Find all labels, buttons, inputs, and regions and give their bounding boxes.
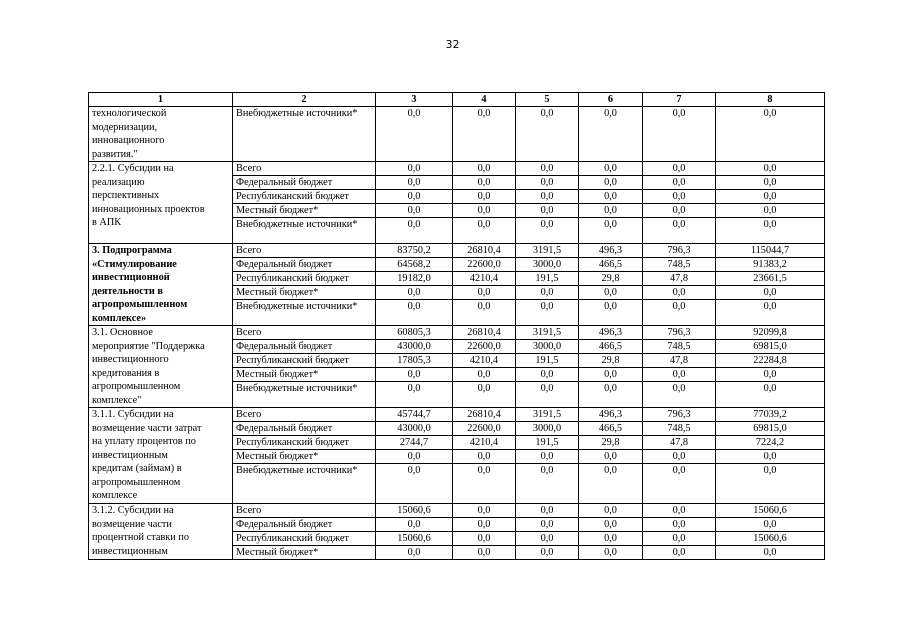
value-cell: 0,0 [579,204,643,218]
value-cell: 796,3 [643,408,716,422]
value-cell: 0,0 [453,546,516,560]
value-cell: 29,8 [579,272,643,286]
funding-source-cell: Внебюджетные источники* [233,107,376,162]
value-cell: 0,0 [376,218,453,244]
value-cell: 47,8 [643,354,716,368]
value-cell: 22284,8 [716,354,825,368]
funding-source-cell: Федеральный бюджет [233,340,376,354]
program-name-line: на уплату процентов по [92,436,196,447]
value-cell: 0,0 [643,450,716,464]
value-cell: 0,0 [516,368,579,382]
value-cell: 0,0 [716,190,825,204]
value-cell: 26810,4 [453,326,516,340]
value-cell: 0,0 [516,464,579,504]
program-name-line: кредитам (займам) в [92,463,182,474]
value-cell: 0,0 [716,368,825,382]
value-cell: 0,0 [716,300,825,326]
program-name-line: перспективных [92,190,160,201]
column-header: 1 [89,93,233,107]
value-cell: 0,0 [516,162,579,176]
value-cell: 0,0 [453,107,516,162]
program-name-line: комплексе" [92,394,142,406]
value-cell: 748,5 [643,422,716,436]
funding-source-cell: Внебюджетные источники* [233,218,376,244]
value-cell: 0,0 [579,286,643,300]
funding-source-cell: Местный бюджет* [233,286,376,300]
value-cell: 3191,5 [516,408,579,422]
value-cell: 0,0 [516,450,579,464]
value-cell: 0,0 [643,504,716,518]
program-name-line: инвестиционного [92,354,169,365]
value-cell: 91383,2 [716,258,825,272]
program-name-line: 3.1. Основное [92,327,153,338]
value-cell: 0,0 [579,218,643,244]
program-name-line: инвестиционным [92,545,168,557]
value-cell: 0,0 [643,162,716,176]
table-row-total [89,162,825,176]
value-cell: 115044,7 [716,244,825,258]
value-cell: 83750,2 [376,244,453,258]
value-cell: 0,0 [453,286,516,300]
program-name-line: 3.1.2. Субсидии на [92,505,174,516]
value-cell: 0,0 [716,204,825,218]
value-cell: 4210,4 [453,354,516,368]
value-cell: 0,0 [516,518,579,532]
program-name-cell [89,408,233,504]
funding-source-cell: Федеральный бюджет [233,422,376,436]
value-cell: 796,3 [643,244,716,258]
value-cell: 496,3 [579,244,643,258]
value-cell: 15060,6 [376,532,453,546]
value-cell: 0,0 [579,464,643,504]
value-cell: 0,0 [376,546,453,560]
value-cell: 466,5 [579,422,643,436]
value-cell: 60805,3 [376,326,453,340]
value-cell: 0,0 [516,190,579,204]
program-name-line: «Стимулирование [92,258,177,270]
value-cell: 3000,0 [516,258,579,272]
program-name-line: развития." [92,148,138,160]
value-cell: 2744,7 [376,436,453,450]
value-cell: 191,5 [516,436,579,450]
value-cell: 0,0 [453,218,516,244]
funding-source-cell: Республиканский бюджет [233,272,376,286]
program-name-line: инновационных проектов [92,203,205,215]
value-cell: 466,5 [579,340,643,354]
program-name-line: процентной ставки по [92,532,190,543]
value-cell: 0,0 [716,382,825,408]
table-row-total [89,326,825,340]
value-cell: 0,0 [376,518,453,532]
value-cell: 3000,0 [516,340,579,354]
value-cell: 22600,0 [453,340,516,354]
value-cell: 64568,2 [376,258,453,272]
value-cell: 43000,0 [376,422,453,436]
funding-source-cell: Всего [233,244,376,258]
program-name-line: деятельности в [92,285,163,297]
value-cell: 0,0 [579,532,643,546]
value-cell: 0,0 [453,518,516,532]
value-cell: 69815,0 [716,422,825,436]
value-cell: 47,8 [643,436,716,450]
program-name-line: в АПК [92,217,122,228]
page-number: 32 [445,38,460,51]
value-cell: 0,0 [716,518,825,532]
program-name-line: инновационного [92,135,165,146]
value-cell: 496,3 [579,408,643,422]
value-cell: 43000,0 [376,340,453,354]
value-cell: 3191,5 [516,326,579,340]
funding-source-cell: Республиканский бюджет [233,354,376,368]
value-cell: 0,0 [643,368,716,382]
value-cell: 496,3 [579,326,643,340]
value-cell: 19182,0 [376,272,453,286]
value-cell: 0,0 [643,218,716,244]
value-cell: 0,0 [579,546,643,560]
value-cell: 0,0 [579,107,643,162]
funding-source-cell: Местный бюджет* [233,368,376,382]
value-cell: 0,0 [643,107,716,162]
funding-source-cell: Всего [233,162,376,176]
table-row-total [89,408,825,422]
value-cell: 0,0 [643,532,716,546]
value-cell: 22600,0 [453,258,516,272]
value-cell: 0,0 [453,532,516,546]
value-cell: 0,0 [453,368,516,382]
program-name-line: мероприятие "Поддержка [92,340,205,352]
value-cell: 3000,0 [516,422,579,436]
value-cell: 0,0 [516,382,579,408]
value-cell: 15060,6 [716,532,825,546]
value-cell: 4210,4 [453,272,516,286]
value-cell: 0,0 [376,300,453,326]
value-cell: 0,0 [516,532,579,546]
value-cell: 29,8 [579,354,643,368]
value-cell: 0,0 [516,286,579,300]
value-cell: 0,0 [716,218,825,244]
program-name-cell [89,326,233,408]
value-cell: 0,0 [376,176,453,190]
value-cell: 0,0 [453,162,516,176]
value-cell: 26810,4 [453,408,516,422]
value-cell: 0,0 [579,450,643,464]
program-name-line: 2.2.1. Субсидии на [92,163,174,174]
value-cell: 0,0 [643,204,716,218]
value-cell: 748,5 [643,258,716,272]
value-cell: 191,5 [516,354,579,368]
value-cell: 0,0 [579,176,643,190]
program-name-cell [89,244,233,326]
value-cell: 0,0 [516,176,579,190]
value-cell: 0,0 [516,546,579,560]
value-cell: 92099,8 [716,326,825,340]
value-cell: 15060,6 [376,504,453,518]
value-cell: 0,0 [376,204,453,218]
funding-source-cell: Внебюджетные источники* [233,300,376,326]
program-name-line: возмещение части [92,518,172,530]
program-name-cell [89,107,233,162]
value-cell: 0,0 [643,300,716,326]
program-name-line: инвестиционной [92,272,170,283]
value-cell: 0,0 [716,107,825,162]
funding-source-cell: Федеральный бюджет [233,518,376,532]
value-cell: 47,8 [643,272,716,286]
program-name-line: 3. Подпрограмма [92,245,172,256]
table-row [89,107,825,162]
program-name-line: 3.1.1. Субсидии на [92,409,174,420]
value-cell: 0,0 [376,190,453,204]
column-header-row [89,93,825,107]
column-header: 4 [453,93,516,107]
value-cell: 0,0 [516,300,579,326]
program-name-line: технологической [92,108,167,119]
value-cell: 0,0 [376,162,453,176]
value-cell: 0,0 [376,286,453,300]
program-name-line: комплексе» [92,312,147,324]
value-cell: 0,0 [516,107,579,162]
value-cell: 0,0 [376,450,453,464]
value-cell: 0,0 [579,504,643,518]
program-name-cell [89,504,233,560]
value-cell: 0,0 [643,464,716,504]
value-cell: 17805,3 [376,354,453,368]
column-header: 6 [579,93,643,107]
value-cell: 0,0 [643,518,716,532]
value-cell: 0,0 [453,300,516,326]
value-cell: 0,0 [579,518,643,532]
value-cell: 0,0 [716,162,825,176]
program-name-line: кредитования в [92,367,160,379]
value-cell: 0,0 [516,504,579,518]
funding-source-cell: Местный бюджет* [233,546,376,560]
value-cell: 45744,7 [376,408,453,422]
program-name-line: агропромышленном [92,299,188,310]
value-cell: 0,0 [643,546,716,560]
value-cell: 0,0 [453,176,516,190]
funding-source-cell: Внебюджетные источники* [233,382,376,408]
value-cell: 0,0 [579,368,643,382]
value-cell: 77039,2 [716,408,825,422]
program-name-line: комплексе [92,490,138,501]
funding-source-cell: Всего [233,326,376,340]
value-cell: 0,0 [453,190,516,204]
funding-source-cell: Федеральный бюджет [233,258,376,272]
value-cell: 0,0 [376,382,453,408]
column-header: 3 [376,93,453,107]
program-name-line: агропромышленном [92,381,181,392]
column-header: 8 [716,93,825,107]
value-cell: 0,0 [643,176,716,190]
value-cell: 466,5 [579,258,643,272]
value-cell: 23661,5 [716,272,825,286]
program-name-line: реализацию [92,176,145,188]
value-cell: 0,0 [579,382,643,408]
budget-table [88,92,825,560]
value-cell: 796,3 [643,326,716,340]
program-name-cell [89,162,233,244]
program-name-line: возмещение части затрат [92,422,202,434]
value-cell: 0,0 [579,190,643,204]
value-cell: 0,0 [643,382,716,408]
value-cell: 3191,5 [516,244,579,258]
value-cell: 29,8 [579,436,643,450]
value-cell: 0,0 [376,107,453,162]
value-cell: 7224,2 [716,436,825,450]
program-name-line: инвестиционным [92,449,168,461]
value-cell: 0,0 [716,464,825,504]
table-row-total [89,244,825,258]
value-cell: 0,0 [376,368,453,382]
value-cell: 26810,4 [453,244,516,258]
funding-source-cell: Республиканский бюджет [233,436,376,450]
value-cell: 748,5 [643,340,716,354]
funding-source-cell: Всего [233,408,376,422]
value-cell: 22600,0 [453,422,516,436]
value-cell: 15060,6 [716,504,825,518]
value-cell: 0,0 [453,464,516,504]
funding-source-cell: Республиканский бюджет [233,190,376,204]
funding-source-cell: Местный бюджет* [233,450,376,464]
value-cell: 0,0 [579,162,643,176]
funding-source-cell: Республиканский бюджет [233,532,376,546]
value-cell: 0,0 [716,450,825,464]
value-cell: 0,0 [716,546,825,560]
value-cell: 0,0 [453,204,516,218]
table-row-total [89,504,825,518]
value-cell: 0,0 [516,204,579,218]
column-header: 7 [643,93,716,107]
value-cell: 191,5 [516,272,579,286]
value-cell: 0,0 [516,218,579,244]
program-name-line: агропромышленном [92,476,181,488]
program-name-line: модернизации, [92,121,158,133]
value-cell: 0,0 [453,382,516,408]
value-cell: 0,0 [453,450,516,464]
value-cell: 69815,0 [716,340,825,354]
value-cell: 4210,4 [453,436,516,450]
value-cell: 0,0 [643,190,716,204]
value-cell: 0,0 [643,286,716,300]
column-header: 2 [233,93,376,107]
value-cell: 0,0 [376,464,453,504]
column-header: 5 [516,93,579,107]
funding-source-cell: Внебюджетные источники* [233,464,376,504]
funding-source-cell: Федеральный бюджет [233,176,376,190]
funding-source-cell: Местный бюджет* [233,204,376,218]
funding-source-cell: Всего [233,504,376,518]
value-cell: 0,0 [453,504,516,518]
value-cell: 0,0 [716,176,825,190]
value-cell: 0,0 [579,300,643,326]
value-cell: 0,0 [716,286,825,300]
